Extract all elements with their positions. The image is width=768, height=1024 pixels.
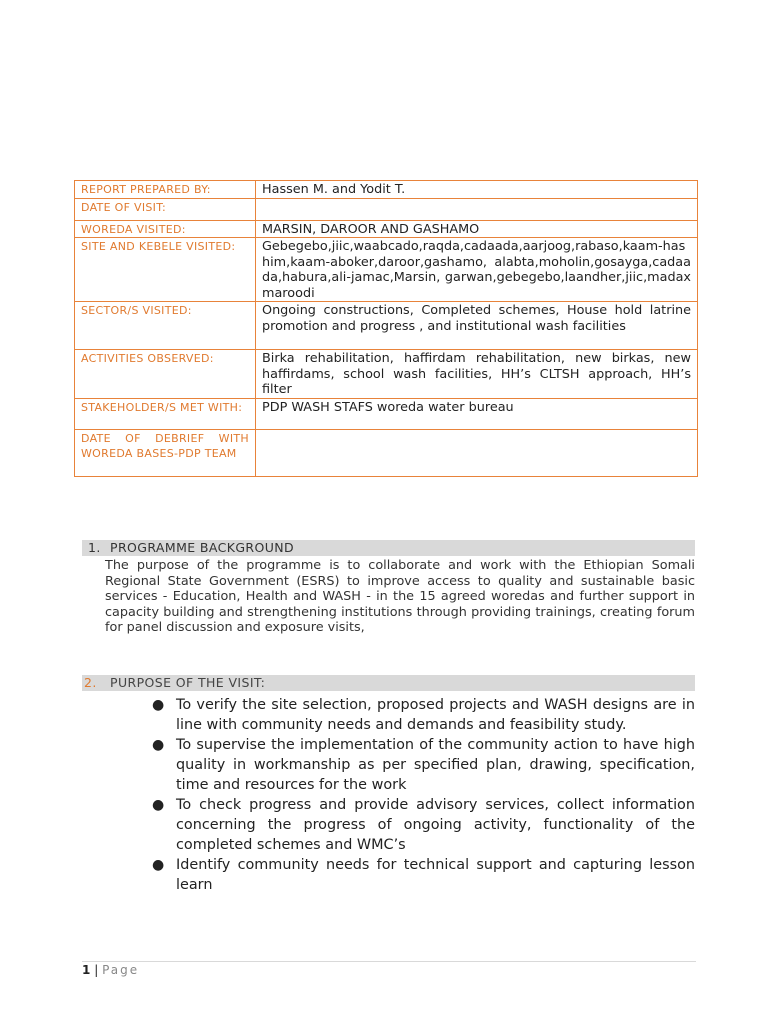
purpose-bullet-list bbox=[150, 695, 695, 895]
row-label-sector-visited: SECTOR/S VISITED: bbox=[75, 302, 256, 350]
row-value-stakeholders-met: PDP WASH STAFS woreda water bureau bbox=[256, 398, 698, 429]
programme-background-paragraph: The purpose of the programme is to collaborate and work with the Ethiopian Somali Regional State Government (ESRS) to improve access to quality and sustainable basic services - Education, Health and WASH - in the 15 agreed woredas and further support in capacity building and strengthening institutions through providing trainings, creating forum for panel discussion and exposure visits, bbox=[105, 558, 695, 635]
table-row bbox=[75, 350, 698, 399]
page-number: 1 bbox=[82, 963, 91, 977]
bullet-icon: ● bbox=[152, 857, 165, 873]
bullet-icon: ● bbox=[152, 797, 165, 813]
section-heading-purpose-of-visit bbox=[82, 675, 695, 691]
page-label: Page bbox=[102, 963, 140, 977]
section-title: PURPOSE OF THE VISIT: bbox=[110, 675, 266, 690]
table-row bbox=[75, 220, 698, 238]
row-label-site-kebele: SITE AND KEBELE VISITED: bbox=[75, 238, 256, 302]
row-value-activities-observed: Birka rehabilitation, haffirdam rehabilitation, new birkas, new haffirdams, school wash facilities, HH’s CLTSH approach, HH’s filter bbox=[256, 350, 698, 399]
row-label-date-of-debrief: DATE OF DEBRIEF WITH WOREDA BASES-PDP TEAM bbox=[75, 429, 256, 476]
section-title: PROGRAMME BACKGROUND bbox=[110, 540, 295, 555]
section-number: 1. bbox=[88, 540, 101, 555]
table-row bbox=[75, 429, 698, 476]
list-item bbox=[150, 795, 695, 855]
row-value-prepared-by: Hassen M. and Yodit T. bbox=[256, 181, 698, 199]
row-label-activities-observed: ACTIVITIES OBSERVED: bbox=[75, 350, 256, 399]
row-label-stakeholders-met: STAKEHOLDER/S MET WITH: bbox=[75, 398, 256, 429]
table-row bbox=[75, 198, 698, 220]
row-label-date-of-visit: DATE OF VISIT: bbox=[75, 198, 256, 220]
list-item-text: To verify the site selection, proposed projects and WASH designs are in line with community needs and demands and feasibility study. bbox=[176, 697, 695, 733]
list-item-text: To supervise the implementation of the community action to have high quality in workmanship as per specified plan, drawing, specification, time and resources for the work bbox=[176, 737, 695, 793]
table-row bbox=[75, 181, 698, 199]
list-item bbox=[150, 735, 695, 795]
report-info-table bbox=[74, 180, 698, 477]
table-row bbox=[75, 398, 698, 429]
section-number: 2. bbox=[84, 675, 97, 690]
page-footer bbox=[82, 961, 696, 977]
table-row bbox=[75, 238, 698, 302]
row-value-date-of-visit bbox=[256, 198, 698, 220]
section-heading-programme-background bbox=[82, 540, 695, 556]
row-label-woreda-visited: WOREDA VISITED: bbox=[75, 220, 256, 238]
row-value-sector-visited: Ongoing constructions, Completed schemes, House hold latrine promotion and progress , and institutional wash facilities bbox=[256, 302, 698, 350]
list-item bbox=[150, 695, 695, 735]
list-item-text: Identify community needs for technical support and capturing lesson learn bbox=[176, 857, 695, 893]
row-value-date-of-debrief bbox=[256, 429, 698, 476]
bullet-icon: ● bbox=[152, 697, 165, 713]
row-value-woreda-visited: MARSIN, DAROOR AND GASHAMO bbox=[256, 220, 698, 238]
row-value-site-kebele: Gebegebo,jiic,waabcado,raqda,cadaada,aarjoog,rabaso,kaam-hashim,kaam-aboker,daroor,gashamo, alabta,moholin,gosayga,cadaada,habura,ali-jamac,Marsin, garwan,gebegebo,laandher,jiic,madax maroodi bbox=[256, 238, 698, 302]
table-row bbox=[75, 302, 698, 350]
row-label-prepared-by: REPORT PREPARED BY: bbox=[75, 181, 256, 199]
bullet-icon: ● bbox=[152, 737, 165, 753]
list-item-text: To check progress and provide advisory services, collect information concerning the progress of ongoing activity, functionality of the completed schemes and WMC’s bbox=[176, 797, 695, 853]
page-separator: | bbox=[94, 963, 99, 977]
list-item bbox=[150, 855, 695, 895]
